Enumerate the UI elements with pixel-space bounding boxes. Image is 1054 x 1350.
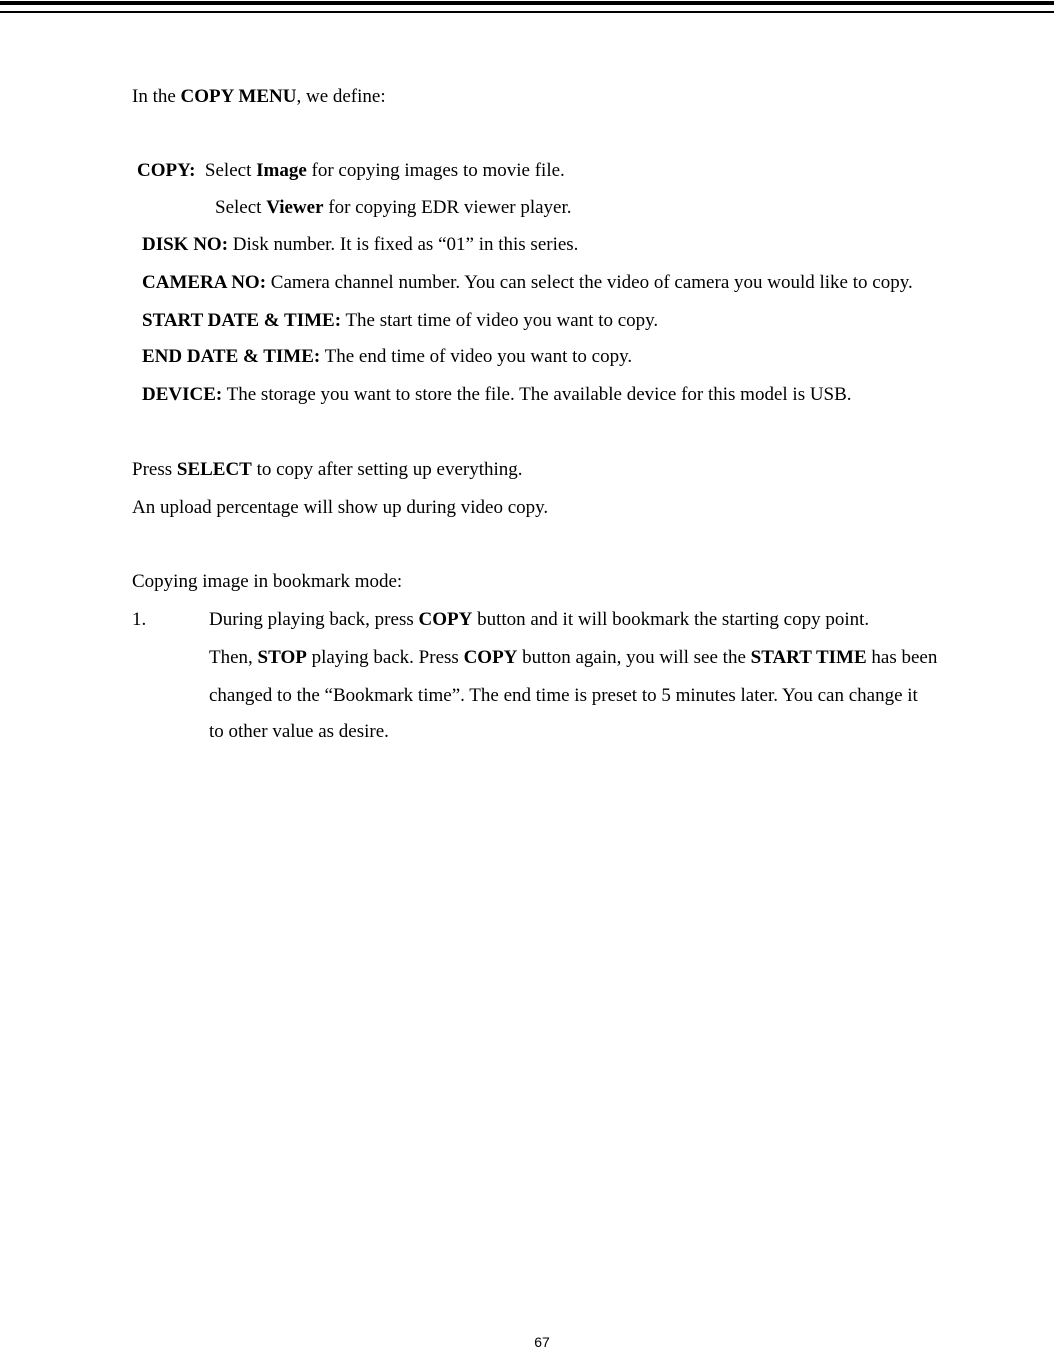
bookmark-heading: Copying image in bookmark mode: bbox=[132, 571, 403, 592]
viewer-option: Viewer bbox=[266, 197, 324, 218]
step-number: 1. bbox=[132, 609, 147, 630]
step1-line4: to other value as desire. bbox=[209, 721, 389, 742]
definition-end-date: END DATE & TIME: The end time of video you want to copy. bbox=[142, 346, 633, 367]
press-select-line: Press SELECT to copy after setting up everything. bbox=[132, 459, 523, 480]
select-term: SELECT bbox=[176, 459, 252, 480]
step1-line1: During playing back, press COPY button and it will bookmark the starting copy point. bbox=[209, 609, 870, 630]
copy-menu-term: COPY MENU bbox=[180, 86, 297, 107]
header-rule-thin bbox=[0, 11, 1054, 13]
definition-camera-no: CAMERA NO: Camera channel number. You can select the video of camera you would like to copy. bbox=[142, 272, 913, 293]
intro-line: In the COPY MENU, we define: bbox=[132, 86, 386, 107]
definition-term: START DATE & TIME: bbox=[142, 310, 342, 331]
copy-definition-line2: Select Viewer for copying EDR viewer player. bbox=[215, 197, 572, 218]
definition-term: CAMERA NO: bbox=[142, 272, 267, 293]
definition-term: DEVICE: bbox=[142, 384, 223, 405]
upload-line: An upload percentage will show up during video copy. bbox=[132, 497, 549, 518]
page-number: 67 bbox=[534, 1334, 550, 1350]
definition-start-date: START DATE & TIME: The start time of video you want to copy. bbox=[142, 310, 659, 331]
step1-line3: changed to the “Bookmark time”. The end time is preset to 5 minutes later. You can change it bbox=[209, 685, 918, 706]
definition-term: DISK NO: bbox=[142, 234, 229, 255]
copy-term: COPY: bbox=[137, 160, 196, 181]
image-option: Image bbox=[256, 160, 307, 181]
definition-disk-no: DISK NO: Disk number. It is fixed as “01” in this series. bbox=[142, 234, 579, 255]
step1-line2: Then, STOP playing back. Press COPY button again, you will see the START TIME has been bbox=[209, 647, 938, 668]
definition-term: END DATE & TIME: bbox=[142, 346, 321, 367]
definition-device: DEVICE: The storage you want to store the file. The available device for this model is USB. bbox=[142, 384, 852, 405]
copy-definition-line1: COPY: Select Image for copying images to movie file. bbox=[137, 160, 565, 181]
header-rule-thick bbox=[0, 1, 1054, 5]
